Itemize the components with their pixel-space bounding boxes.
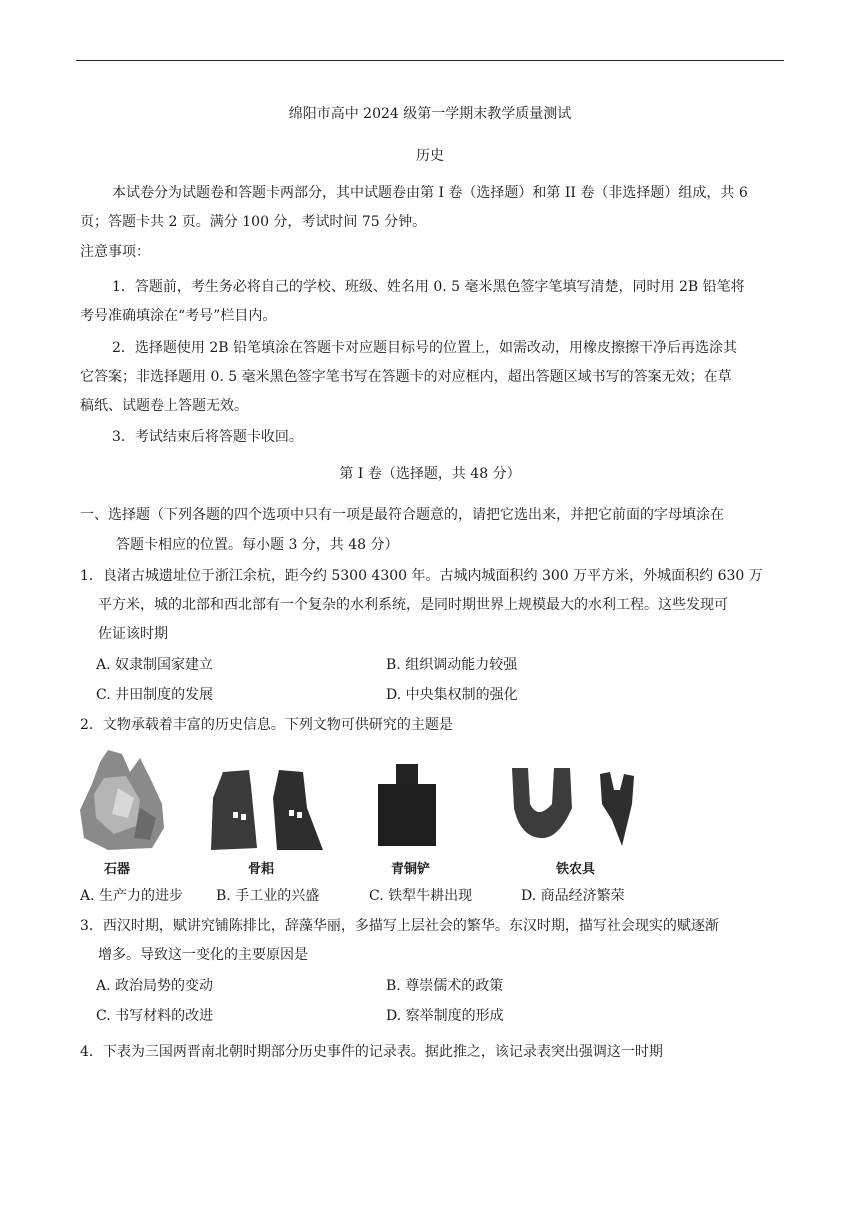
caption-iron-tools: 铁农具: [556, 862, 596, 877]
intro-line-1: 本试卷分为试题卷和答题卡两部分，其中试题卷由第 I 卷（选择题）和第 II 卷（非选择题）组成，共 6: [112, 185, 748, 201]
part-1-title: 第 I 卷（选择题，共 48 分）: [339, 466, 521, 482]
stone-tool-image: [78, 748, 168, 852]
q1-option-c: C. 井田制度的发展: [96, 687, 214, 703]
caption-stone-tool: 石器: [104, 862, 131, 877]
bone-spade-image: [205, 768, 325, 852]
q3-option-c: C. 书写材料的改进: [96, 1008, 214, 1024]
exam-title: 绵阳市高中 2024 级第一学期末教学质量测试: [288, 106, 572, 122]
q4-stem: 4．下表为三国两晋南北朝时期部分历史事件的记录表。据此推之，该记录表突出强调这一时期: [80, 1044, 663, 1060]
q2-option-c: C. 铁犁牛耕出现: [369, 888, 473, 904]
q1-stem-line-3: 佐证该时期: [98, 626, 168, 642]
caption-bone-spade: 骨耜: [248, 862, 275, 877]
note-2-line-2: 它答案；非选择题用 0. 5 毫米黑色签字笔书写在答题卡的对应框内，超出答题区域书写的答案无效；在草: [80, 369, 732, 385]
q2-stem: 2．文物承载着丰富的历史信息。下列文物可供研究的主题是: [80, 717, 453, 733]
q3-stem-line-2: 增多。导致这一变化的主要原因是: [98, 947, 308, 963]
note-1-line-2: 考号准确填涂在“考号”栏目内。: [80, 308, 277, 324]
top-rule: [76, 60, 784, 61]
caption-bronze-shovel: 青铜铲: [391, 862, 431, 877]
q1-option-b: B. 组织调动能力较强: [386, 657, 518, 673]
note-3: 3．考试结束后将答题卡收回。: [112, 429, 303, 445]
q1-option-d: D. 中央集权制的强化: [386, 687, 518, 703]
q3-stem-line-1: 3．西汉时期，赋讲究铺陈排比，辞藻华丽，多描写上层社会的繁华。东汉时期，描写社会现实的赋逐渐: [80, 918, 719, 934]
q2-option-a: A. 生产力的进步: [80, 888, 184, 904]
q3-option-b: B. 尊崇儒术的政策: [386, 978, 504, 994]
q2-option-d: D. 商品经济繁荣: [521, 888, 625, 904]
q1-option-a: A. 奴隶制国家建立: [96, 657, 214, 673]
note-2-line-3: 稿纸、试题卷上答题无效。: [80, 398, 248, 414]
section-1-line-1: 一、选择题（下列各题的四个选项中只有一项是最符合题意的，请把它选出来，并把它前面的字母填涂在: [80, 507, 724, 523]
notes-heading: 注意事项：: [80, 244, 150, 260]
note-1-line-1: 1．答题前，考生务必将自己的学校、班级、姓名用 0. 5 毫米黑色签字笔填写清楚，同时用 2B 铅笔将: [112, 279, 745, 295]
q2-option-b: B. 手工业的兴盛: [216, 888, 320, 904]
subject-title: 历史: [416, 148, 444, 164]
q1-stem-line-1: 1．良渚古城遗址位于浙江余杭，距今约 5300 4300 年。古城内城面积约 300 万平方米，外城面积约 630 万: [80, 568, 763, 584]
bronze-shovel-image: [372, 762, 442, 848]
intro-line-2: 页；答题卡共 2 页。满分 100 分，考试时间 75 分钟。: [80, 214, 427, 230]
note-2-line-1: 2．选择题使用 2B 铅笔填涂在答题卡对应题目标号的位置上，如需改动，用橡皮擦擦干净后再选涂其: [112, 340, 738, 356]
section-1-line-2: 答题卡相应的位置。每小题 3 分，共 48 分）: [116, 537, 399, 553]
q3-option-a: A. 政治局势的变动: [96, 978, 214, 994]
iron-tools-image: [508, 764, 658, 854]
q1-stem-line-2: 平方米，城的北部和西北部有一个复杂的水利系统，是同时期世界上规模最大的水利工程。这些发现可: [98, 597, 728, 613]
q3-option-d: D. 察举制度的形成: [386, 1008, 504, 1024]
